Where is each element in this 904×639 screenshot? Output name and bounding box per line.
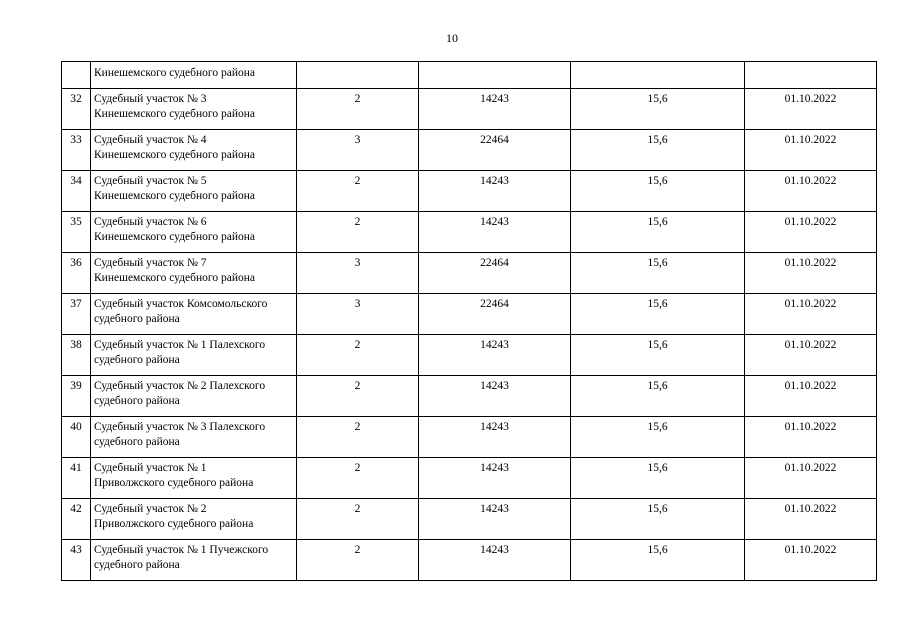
cell-number: 43 <box>62 540 91 581</box>
cell-coefficient: 15,6 <box>571 458 745 499</box>
section-name-line: Судебный участок № 6 <box>94 216 207 228</box>
cell-amount: 14243 <box>419 212 571 253</box>
cell-number: 42 <box>62 499 91 540</box>
cell-coefficient: 15,6 <box>571 89 745 130</box>
cell-count: 3 <box>297 294 419 335</box>
cell-coefficient: 15,6 <box>571 294 745 335</box>
table-row-continuation <box>62 62 877 89</box>
cell-number: 39 <box>62 376 91 417</box>
cell-date: 01.10.2022 <box>745 335 877 376</box>
table-row <box>62 417 877 458</box>
cell-count: 3 <box>297 253 419 294</box>
table-row <box>62 171 877 212</box>
section-name-line: Судебный участок № 4 <box>94 134 207 146</box>
section-name-line: Судебный участок № 1 Пучежского <box>94 544 269 556</box>
cell-date: 01.10.2022 <box>745 540 877 581</box>
section-name-line: Кинешемского судебного района <box>94 108 255 120</box>
cell-count: 3 <box>297 130 419 171</box>
cell-coefficient: 15,6 <box>571 171 745 212</box>
cell-section-name <box>91 62 297 89</box>
cell-number: 37 <box>62 294 91 335</box>
cell-date: 01.10.2022 <box>745 171 877 212</box>
cell-amount: 22464 <box>419 253 571 294</box>
cell-count: 2 <box>297 89 419 130</box>
cell-date: 01.10.2022 <box>745 253 877 294</box>
section-name-line: Кинешемского судебного района <box>94 149 255 161</box>
cell-date: 01.10.2022 <box>745 376 877 417</box>
cell-date <box>745 62 877 89</box>
cell-amount: 14243 <box>419 89 571 130</box>
cell-coefficient: 15,6 <box>571 376 745 417</box>
section-name-line: Судебный участок № 7 <box>94 257 207 269</box>
cell-count: 2 <box>297 540 419 581</box>
page-number: 10 <box>446 31 458 45</box>
cell-date: 01.10.2022 <box>745 294 877 335</box>
cell-count: 2 <box>297 171 419 212</box>
cell-coefficient: 15,6 <box>571 499 745 540</box>
cell-amount: 14243 <box>419 458 571 499</box>
cell-count: 2 <box>297 417 419 458</box>
cell-amount: 22464 <box>419 130 571 171</box>
cell-section-name <box>91 458 297 499</box>
cell-amount: 14243 <box>419 499 571 540</box>
section-name-line: Судебный участок № 1 <box>94 462 207 474</box>
section-name-line: Судебный участок № 2 <box>94 503 207 515</box>
cell-number: 40 <box>62 417 91 458</box>
cell-coefficient: 15,6 <box>571 417 745 458</box>
section-name-line: судебного района <box>94 313 180 325</box>
cell-section-name <box>91 171 297 212</box>
cell-section-name <box>91 294 297 335</box>
cell-count: 2 <box>297 499 419 540</box>
section-name-line: Судебный участок № 3 <box>94 93 207 105</box>
cell-amount: 14243 <box>419 417 571 458</box>
cell-amount <box>419 62 571 89</box>
section-name-line: Судебный участок № 1 Палехского <box>94 339 266 351</box>
section-name-line: Судебный участок № 5 <box>94 175 207 187</box>
cell-section-name <box>91 212 297 253</box>
table-row <box>62 212 877 253</box>
cell-number: 33 <box>62 130 91 171</box>
cell-section-name <box>91 376 297 417</box>
cell-count: 2 <box>297 458 419 499</box>
cell-date: 01.10.2022 <box>745 458 877 499</box>
cell-coefficient: 15,6 <box>571 540 745 581</box>
section-name-line: Судебный участок № 3 Палехского <box>94 421 266 433</box>
table-row <box>62 253 877 294</box>
cell-count: 2 <box>297 212 419 253</box>
cell-section-name <box>91 540 297 581</box>
section-name-line: судебного района <box>94 354 180 366</box>
cell-amount: 14243 <box>419 171 571 212</box>
table-row <box>62 458 877 499</box>
section-name-line: Кинешемского судебного района <box>94 231 255 243</box>
cell-coefficient: 15,6 <box>571 335 745 376</box>
section-name-line: судебного района <box>94 395 180 407</box>
cell-date: 01.10.2022 <box>745 499 877 540</box>
cell-section-name <box>91 253 297 294</box>
section-name-line: Кинешемского судебного района <box>94 272 255 284</box>
cell-date: 01.10.2022 <box>745 89 877 130</box>
section-name-line: Судебный участок Комсомольского <box>94 298 268 310</box>
section-name-line: Судебный участок № 2 Палехского <box>94 380 266 392</box>
court-sections-table <box>61 61 877 581</box>
cell-section-name <box>91 89 297 130</box>
cell-amount: 22464 <box>419 294 571 335</box>
cell-date: 01.10.2022 <box>745 417 877 458</box>
cell-number: 38 <box>62 335 91 376</box>
cell-section-name <box>91 130 297 171</box>
section-name-line: судебного района <box>94 559 180 571</box>
section-name-line: Приволжского судебного района <box>94 518 254 530</box>
cell-section-name <box>91 335 297 376</box>
cell-coefficient: 15,6 <box>571 130 745 171</box>
cell-section-name <box>91 417 297 458</box>
section-name-line: Кинешемского судебного района <box>94 67 255 79</box>
cell-count: 2 <box>297 335 419 376</box>
cell-number: 32 <box>62 89 91 130</box>
cell-coefficient: 15,6 <box>571 253 745 294</box>
cell-number: 34 <box>62 171 91 212</box>
section-name-line: Приволжского судебного района <box>94 477 254 489</box>
table-row <box>62 540 877 581</box>
cell-amount: 14243 <box>419 335 571 376</box>
cell-count <box>297 62 419 89</box>
cell-number: 41 <box>62 458 91 499</box>
table-body <box>62 62 877 581</box>
cell-amount: 14243 <box>419 540 571 581</box>
cell-number: 36 <box>62 253 91 294</box>
table-row <box>62 130 877 171</box>
cell-date: 01.10.2022 <box>745 212 877 253</box>
table-row <box>62 376 877 417</box>
cell-date: 01.10.2022 <box>745 130 877 171</box>
cell-number: 35 <box>62 212 91 253</box>
cell-amount: 14243 <box>419 376 571 417</box>
section-name-line: судебного района <box>94 436 180 448</box>
section-name-line: Кинешемского судебного района <box>94 190 255 202</box>
cell-count: 2 <box>297 376 419 417</box>
table-row <box>62 89 877 130</box>
cell-coefficient <box>571 62 745 89</box>
table-row <box>62 335 877 376</box>
table-row <box>62 294 877 335</box>
table-row <box>62 499 877 540</box>
cell-section-name <box>91 499 297 540</box>
cell-coefficient: 15,6 <box>571 212 745 253</box>
cell-number <box>62 62 91 89</box>
